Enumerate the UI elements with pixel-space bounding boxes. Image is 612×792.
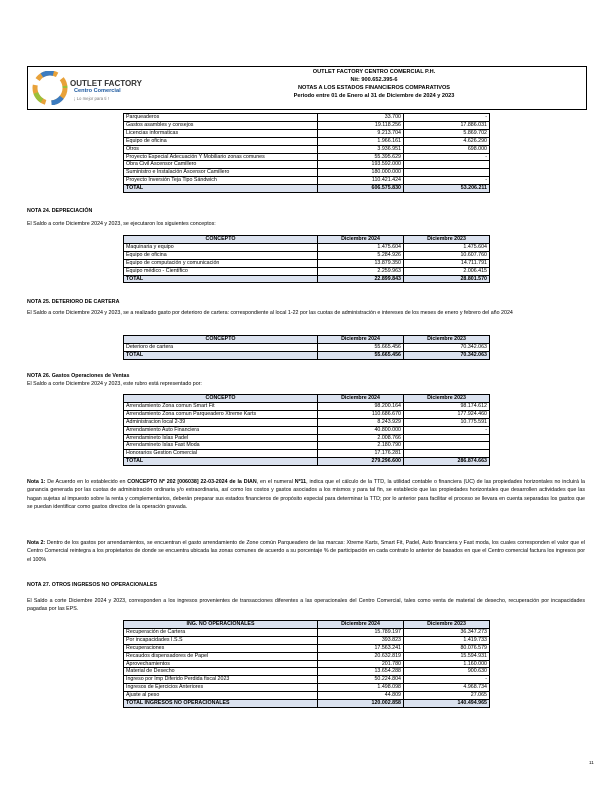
value-2023-cell: 4.626.290 [404, 137, 490, 145]
table-row [124, 410, 490, 418]
concept-cell: Arrendamiento Auto Financiera [124, 426, 318, 434]
table-row [124, 692, 490, 700]
document-period: Periodo entre 01 de Enero al 31 de Diciembre de 2024 y 2023 [293, 93, 455, 99]
concept-cell: Ingresos de Ejercicios Anteriores [124, 684, 318, 692]
value-2024-cell: 17.176.281 [318, 450, 404, 458]
concept-cell: Licencias informaticas [124, 129, 318, 137]
value-2024-cell: 8.243.929 [318, 418, 404, 426]
nota27-intro: El Saldo a corte Diciembre 2024 y 2023, corresponden a los ingresos provenientes de transacciones diferentes a las operacionales del Centro Comercial, tales como venta de material de desecho, recuperación por incapacidades pagadas por las EPS. [27, 598, 585, 613]
table-row [124, 137, 490, 145]
concept-cell: Otros [124, 145, 318, 153]
concept-cell: Arrendamineto Islas Fast Moda [124, 442, 318, 450]
nota26-intro: El Saldo a corte Diciembre 2024 y 2023, este rubro está representado por: [27, 381, 202, 387]
table-continued-expenses [123, 113, 490, 193]
value-2024-cell: 606.575.830 [318, 185, 404, 193]
table-row [124, 251, 490, 259]
value-2023-cell: - [404, 114, 490, 122]
table-row [124, 121, 490, 129]
nota1-paragraph [27, 478, 585, 512]
table-row [124, 644, 490, 652]
value-2023-cell [404, 434, 490, 442]
logo-tagline: ¡ Lo mejor para ti ! [74, 96, 109, 101]
column-header: Diciembre 2023 [404, 621, 490, 629]
value-2024-cell: 120.002.858 [318, 700, 404, 708]
value-2024-cell: 201.780 [318, 660, 404, 668]
value-2023-cell: 1.475.604 [404, 243, 490, 251]
concept-cell: Obra Civil Ascensor Camillero [124, 161, 318, 169]
company-name: OUTLET FACTORY CENTRO COMERCIAL P.H. [312, 69, 436, 75]
concept-cell: Gastos asambles y consejos [124, 121, 318, 129]
column-header: Diciembre 2024 [318, 395, 404, 403]
value-2024-cell: 1.475.604 [318, 243, 404, 251]
table-row [124, 243, 490, 251]
value-2024-cell: 17.563.241 [318, 644, 404, 652]
concept-cell: Ingreso por Imp Diferido Perdida fiscal 2023 [124, 676, 318, 684]
header-titles [162, 68, 586, 100]
column-header: Diciembre 2024 [318, 336, 404, 344]
page-number: 11 [589, 760, 594, 765]
value-2024-cell: 110.686.670 [318, 410, 404, 418]
value-2023-cell: 2.006.415 [404, 267, 490, 275]
table-row [124, 129, 490, 137]
value-2024-cell: 5.284.926 [318, 251, 404, 259]
concept-cell: Proyecto Especial Adecuación Y Mobiliario zonas comunes [124, 153, 318, 161]
concept-cell: TOTAL INGRESOS NO OPERACIONALES [124, 700, 318, 708]
table-nota24 [123, 235, 490, 283]
logo-mark-icon [32, 71, 72, 105]
table-nota25 [123, 335, 490, 360]
nota2-paragraph [27, 539, 585, 564]
table-row [124, 668, 490, 676]
value-2023-cell: 17.886.031 [404, 121, 490, 129]
table-row [124, 145, 490, 153]
table-row [124, 660, 490, 668]
table-row [124, 267, 490, 275]
value-2024-cell: 2.180.790 [318, 442, 404, 450]
value-2023-cell: - [404, 153, 490, 161]
value-2024-cell: 55.665.456 [318, 351, 404, 359]
table-row [124, 114, 490, 122]
nota1-numeral: Nº11 [294, 479, 307, 485]
value-2024-cell: 40.800.000 [318, 426, 404, 434]
value-2024-cell: 279.296.600 [318, 458, 404, 466]
concept-cell: TOTAL [124, 185, 318, 193]
value-2024-cell: 2.008.766 [318, 434, 404, 442]
value-2023-cell: 1.419.733 [404, 636, 490, 644]
concept-cell: Equipo médico - Científico [124, 267, 318, 275]
value-2023-cell: 1.160.000 [404, 660, 490, 668]
value-2024-cell: 3.936.951 [318, 145, 404, 153]
value-2024-cell: 33.700 [318, 114, 404, 122]
value-2024-cell: 13.654.288 [318, 668, 404, 676]
value-2023-cell: 900.630 [404, 668, 490, 676]
table-row [124, 259, 490, 267]
nota1-text-b: , en el numeral [256, 479, 295, 485]
value-2023-cell [404, 161, 490, 169]
concept-cell: Maquinaria y equipo [124, 243, 318, 251]
concept-cell: Honorarios Gestion Comercial [124, 450, 318, 458]
value-2024-cell: 98.200.164 [318, 402, 404, 410]
table-total-row [124, 700, 490, 708]
nota25-title: NOTA 25. DETERIORO DE CARTERA [27, 299, 120, 305]
table-row [124, 652, 490, 660]
table-row [124, 450, 490, 458]
value-2024-cell: 9.213.704 [318, 129, 404, 137]
value-2023-cell: - [404, 426, 490, 434]
table-row [124, 636, 490, 644]
concept-cell: TOTAL [124, 458, 318, 466]
table-nota26 [123, 394, 490, 466]
concept-cell: Suministro e Instalación Ascensor Camillero [124, 169, 318, 177]
logo-subtitle: Centro Comercial [74, 88, 121, 94]
column-header: Diciembre 2023 [404, 395, 490, 403]
value-2023-cell: 53.206.211 [404, 185, 490, 193]
value-2024-cell: 1.498.098 [318, 684, 404, 692]
logo-brand: OUTLET FACTORY [70, 79, 142, 88]
concept-cell: Equipo de computación y comunicación [124, 259, 318, 267]
value-2024-cell: 193.592.000 [318, 161, 404, 169]
value-2023-cell: 10.607.760 [404, 251, 490, 259]
value-2023-cell: 698.000 [404, 145, 490, 153]
table-row [124, 153, 490, 161]
value-2023-cell: 15.594.931 [404, 652, 490, 660]
table-row [124, 169, 490, 177]
concept-cell: Administracion local 2-39 [124, 418, 318, 426]
table-row [124, 676, 490, 684]
nota1-text-c: , indica que el cálculo de la TTD, la utilidad contable o financiera (UC) de las propiedades horizontales no incluirá la ganancia generada por las cuotas de administración ordinaria y/o extraordinaria, así como los costos y gastos asociados a los mismos y para tal fin, se establecio que las propiedades horizontales que desarrollen actividades que las hagan sujetas al impuesto sobre la renta y complementarios, deberán preparar sus estados financieros de propósito especial para determinar la TTD; por lo anterior para facilitar el proceso se llevara en cuenta separadas los gastos que se puedan identificar como gastos directos de la operación gravada. [27, 479, 585, 511]
nota2-text: Dentro de los gastos por arrendamientos, se encuentran el gasto arrendamiento de Zone común Parqueadero de las marcas: Xtreme Karts, Smart Fit, Padel, Auto financiera y Fast moda, los cuales corresponden el valor que el Centro Comercial reintegra a los propietarios de donde se encuentra ubicada las zonas comunes de acuerdo a su porcentaje % de participación en cada contrato lo anterior de basados en que el Centro comercial factura los ingresos por el 100% [27, 540, 586, 563]
column-header: ING. NO OPERACIONALES [124, 621, 318, 629]
table-row [124, 442, 490, 450]
nota1-concept: CONCEPTO Nº 202 [006038] 22-03-2024 de la DIAN [127, 479, 257, 485]
column-header: Diciembre 2024 [318, 236, 404, 244]
column-header: Diciembre 2023 [404, 236, 490, 244]
value-2023-cell: - [404, 676, 490, 684]
table-row [124, 684, 490, 692]
concept-cell: Arrendamineto Islas Padel [124, 434, 318, 442]
table-nota27 [123, 620, 490, 708]
value-2023-cell: 5.869.702 [404, 129, 490, 137]
concept-cell: Deterioro de cartera [124, 343, 318, 351]
concept-cell: Material de Desecho [124, 668, 318, 676]
company-nit: Nit: 900.652.395-6 [350, 77, 398, 83]
table-row [124, 343, 490, 351]
concept-cell: TOTAL [124, 275, 318, 283]
table-row [124, 177, 490, 185]
value-2024-cell: 19.118.256 [318, 121, 404, 129]
concept-cell: Ajuste al peso [124, 692, 318, 700]
value-2023-cell [404, 450, 490, 458]
table-total-row [124, 458, 490, 466]
concept-cell: Recaudos dispensadores de Papel [124, 652, 318, 660]
concept-cell: Arrendamiento Zona comun Smart Fit [124, 402, 318, 410]
concept-cell: Equipo de oficina [124, 137, 318, 145]
concept-cell: Recuperación de Cartera [124, 628, 318, 636]
value-2023-cell: 177.924.460 [404, 410, 490, 418]
value-2024-cell: 2.259.963 [318, 267, 404, 275]
value-2023-cell: 36.347.273 [404, 628, 490, 636]
column-header: Diciembre 2024 [318, 621, 404, 629]
value-2023-cell: 286.874.663 [404, 458, 490, 466]
nota2-label: Nota 2: [27, 540, 46, 546]
document-header [27, 66, 587, 110]
table-total-row [124, 351, 490, 359]
table-total-row [124, 275, 490, 283]
nota27-title: NOTA 27. OTROS INGRESOS NO OPERACIONALES [27, 582, 158, 588]
value-2024-cell: 44.809 [318, 692, 404, 700]
table-total-row [124, 185, 490, 193]
value-2024-cell: 15.789.197 [318, 628, 404, 636]
value-2024-cell: 55.395.629 [318, 153, 404, 161]
nota1-text-a: De Acuerdo en lo establecido en [47, 479, 128, 485]
table-row [124, 402, 490, 410]
table-row [124, 434, 490, 442]
nota25-intro: El Saldo a corte Diciembre 2024 y 2023, se a realizado gasto por deterioro de cartera: correspondiente al local 1-22 por las cuotas de administración e intereses de los meses de enero y febrero del año 2024 [27, 310, 513, 316]
concept-cell: Por incapacidades I.S.S [124, 636, 318, 644]
value-2024-cell: 393.823 [318, 636, 404, 644]
table-row [124, 628, 490, 636]
nota24-intro: El Saldo a corte Diciembre 2024 y 2023, se ejecutaron los siguientes conceptos: [27, 221, 216, 227]
value-2023-cell: 27.065 [404, 692, 490, 700]
table-row [124, 426, 490, 434]
column-header: CONCEPTO [124, 336, 318, 344]
value-2024-cell: 55.665.456 [318, 343, 404, 351]
nota1-label: Nota 1: [27, 479, 46, 485]
value-2024-cell: 13.879.350 [318, 259, 404, 267]
value-2023-cell: 80.076.579 [404, 644, 490, 652]
value-2024-cell: 110.421.424 [318, 177, 404, 185]
value-2023-cell: - [404, 177, 490, 185]
table-row [124, 418, 490, 426]
concept-cell: Proyecto Inversión Teja Tipo Sándwich [124, 177, 318, 185]
value-2023-cell: 10.775.591 [404, 418, 490, 426]
column-header: Diciembre 2023 [404, 336, 490, 344]
value-2023-cell: 140.494.965 [404, 700, 490, 708]
value-2024-cell: 50.224.804 [318, 676, 404, 684]
value-2024-cell: 1.966.161 [318, 137, 404, 145]
value-2023-cell: 28.801.570 [404, 275, 490, 283]
value-2024-cell: 180.000.000 [318, 169, 404, 177]
concept-cell: TOTAL [124, 351, 318, 359]
value-2023-cell [404, 169, 490, 177]
value-2023-cell: 70.342.063 [404, 351, 490, 359]
document-title: NOTAS A LOS ESTADOS FINANCIEROS COMPARATIVOS [297, 85, 451, 91]
nota24-title: NOTA 24. DEPRECIACIÓN [27, 208, 93, 214]
value-2023-cell: 14.711.791 [404, 259, 490, 267]
concept-cell: Recuperaciones [124, 644, 318, 652]
concept-cell: Arrendamiento Zona comun Parqueadero Xtreme Karts [124, 410, 318, 418]
value-2023-cell: 70.342.063 [404, 343, 490, 351]
column-header: CONCEPTO [124, 236, 318, 244]
nota26-title: NOTA 26. Gastos Operaciones de Ventas [27, 373, 130, 379]
value-2024-cell: 20.632.819 [318, 652, 404, 660]
value-2023-cell: 98.174.612 [404, 402, 490, 410]
concept-cell: Equipo de oficina [124, 251, 318, 259]
value-2023-cell: 4.968.734 [404, 684, 490, 692]
concept-cell: Parqueaderos [124, 114, 318, 122]
table-row [124, 161, 490, 169]
concept-cell: Aprovechamientos [124, 660, 318, 668]
outlet-factory-logo [30, 69, 162, 107]
value-2024-cell: 22.899.843 [318, 275, 404, 283]
column-header: CONCEPTO [124, 395, 318, 403]
value-2023-cell [404, 442, 490, 450]
